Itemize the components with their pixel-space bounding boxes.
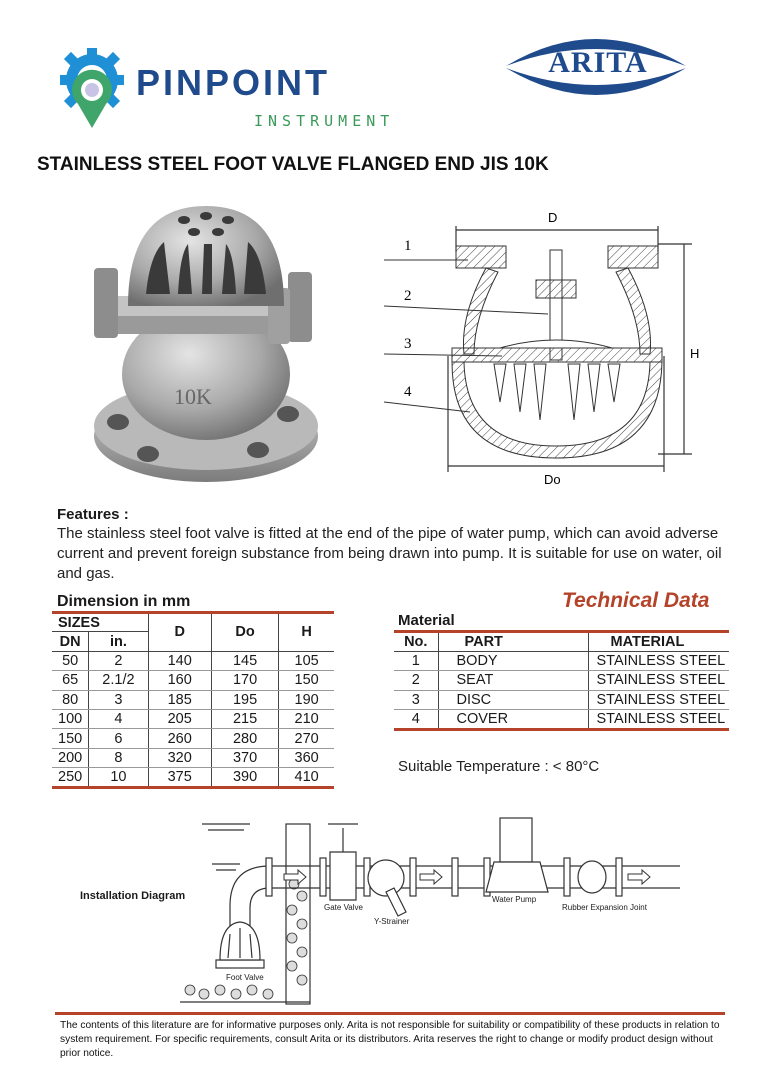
table-cell: STAINLESS STEEL — [588, 690, 729, 710]
table-row — [394, 710, 729, 730]
table-cell: 80 — [52, 690, 89, 709]
material-header: MATERIAL — [588, 632, 729, 652]
installation-diagram — [80, 812, 700, 1008]
gate-valve-label: Gate Valve — [324, 903, 363, 912]
water-pump-icon — [486, 818, 548, 892]
table-cell: 205 — [148, 709, 211, 728]
table-cell: 360 — [279, 748, 334, 767]
table-cell: 2 — [394, 671, 438, 691]
foot-valve-photo — [88, 198, 338, 494]
no-header: No. — [394, 632, 438, 652]
table-cell: 170 — [211, 671, 278, 690]
dim-do-label: Do — [544, 472, 561, 487]
table-cell: 2.1/2 — [89, 671, 148, 690]
table-cell: 4 — [394, 710, 438, 730]
material-heading: Material — [398, 612, 455, 629]
dimension-table — [52, 611, 334, 789]
table-cell: STAINLESS STEEL — [588, 651, 729, 671]
part-label-3: 3 — [404, 336, 412, 352]
d-header: D — [148, 613, 211, 652]
table-row — [52, 729, 334, 748]
table-cell: 375 — [148, 768, 211, 787]
table-cell: 100 — [52, 709, 89, 728]
map-pin-icon — [72, 70, 112, 128]
dn-header: DN — [52, 632, 89, 651]
part-label-1: 1 — [404, 238, 412, 254]
table-cell: 370 — [211, 748, 278, 767]
page-title: STAINLESS STEEL FOOT VALVE FLANGED END JIS 10K — [37, 154, 549, 175]
table-cell: 3 — [89, 690, 148, 709]
table-cell: DISC — [438, 690, 588, 710]
table-row — [52, 709, 334, 728]
table-cell: 50 — [52, 651, 89, 670]
table-cell: 260 — [148, 729, 211, 748]
table-cell: 410 — [279, 768, 334, 787]
table-cell: 200 — [52, 748, 89, 767]
dim-d-label: D — [548, 210, 558, 225]
technical-data-heading: Technical Data — [562, 589, 710, 612]
table-cell: 185 — [148, 690, 211, 709]
table-cell: 390 — [211, 768, 278, 787]
table-cell: BODY — [438, 651, 588, 671]
pinpoint-subtitle: INSTRUMENT — [254, 112, 395, 130]
table-row — [52, 768, 334, 787]
table-cell: 1 — [394, 651, 438, 671]
table-cell: 6 — [89, 729, 148, 748]
table-row — [394, 690, 729, 710]
y-strainer-icon — [368, 860, 406, 916]
table-row — [52, 671, 334, 690]
table-cell: 105 — [279, 651, 334, 670]
footer-divider — [55, 1012, 725, 1015]
table-cell: STAINLESS STEEL — [588, 671, 729, 691]
table-cell: 145 — [211, 651, 278, 670]
table-cell: 215 — [211, 709, 278, 728]
table-cell: 65 — [52, 671, 89, 690]
y-strainer-label: Y-Strainer — [374, 917, 410, 926]
foot-valve-icon — [216, 922, 264, 968]
features-text: The stainless steel foot valve is fitted at the end of the pipe of water pump, which can avoid adverse current and prevent foreign substance from being drawn into pump. It is suitable for use on water, oil and gas. — [57, 525, 722, 582]
table-cell: 2 — [89, 651, 148, 670]
table-cell: SEAT — [438, 671, 588, 691]
table-cell: 320 — [148, 748, 211, 767]
table-row — [52, 748, 334, 767]
do-header: Do — [211, 613, 278, 652]
table-cell: 8 — [89, 748, 148, 767]
table-cell: STAINLESS STEEL — [588, 710, 729, 730]
part-label-4: 4 — [404, 384, 412, 400]
h-header: H — [279, 613, 334, 652]
table-cell: 150 — [52, 729, 89, 748]
valve-cross-section — [382, 206, 708, 490]
table-cell: 270 — [279, 729, 334, 748]
temperature-note: Suitable Temperature : < 80°C — [398, 758, 600, 775]
body-marking: 10K — [174, 384, 212, 409]
expansion-joint-icon — [578, 861, 606, 893]
dim-h-label: H — [690, 346, 700, 361]
sizes-header: SIZES — [52, 613, 148, 632]
installation-heading: Installation Diagram — [80, 890, 186, 902]
dimension-rows — [52, 651, 334, 787]
table-cell: 160 — [148, 671, 211, 690]
table-cell: 210 — [279, 709, 334, 728]
foot-valve-label: Foot Valve — [226, 973, 264, 982]
gate-valve-icon — [328, 824, 358, 900]
table-cell: 4 — [89, 709, 148, 728]
table-cell: 190 — [279, 690, 334, 709]
table-cell: 250 — [52, 768, 89, 787]
table-row — [394, 671, 729, 691]
rubber-joint-label: Rubber Expansion Joint — [562, 903, 647, 912]
table-row — [52, 651, 334, 670]
disclaimer-text: The contents of this literature are for informative purposes only. Arita is not responsible for suitability or compatibility of these products in relation to system requirement. For specific requirements, consult Arita or its distributors. Arita reserves the right to change or modify product design without prior notice. — [60, 1020, 720, 1059]
table-cell: 10 — [89, 768, 148, 787]
pinpoint-wordmark: PINPOINT — [136, 62, 331, 103]
table-cell: 150 — [279, 671, 334, 690]
part-label-2: 2 — [404, 288, 412, 304]
table-row — [52, 690, 334, 709]
part-header: PART — [438, 632, 588, 652]
table-row — [394, 651, 729, 671]
features-heading: Features : — [57, 506, 129, 523]
arita-wordmark: ARITA — [548, 46, 648, 79]
table-cell: COVER — [438, 710, 588, 730]
in-header: in. — [89, 632, 148, 651]
material-rows — [394, 651, 729, 729]
table-cell: 280 — [211, 729, 278, 748]
table-cell: 3 — [394, 690, 438, 710]
table-cell: 140 — [148, 651, 211, 670]
water-pump-label: Water Pump — [492, 895, 537, 904]
table-cell: 195 — [211, 690, 278, 709]
dimension-heading: Dimension in mm — [57, 593, 191, 610]
material-table — [394, 630, 729, 731]
